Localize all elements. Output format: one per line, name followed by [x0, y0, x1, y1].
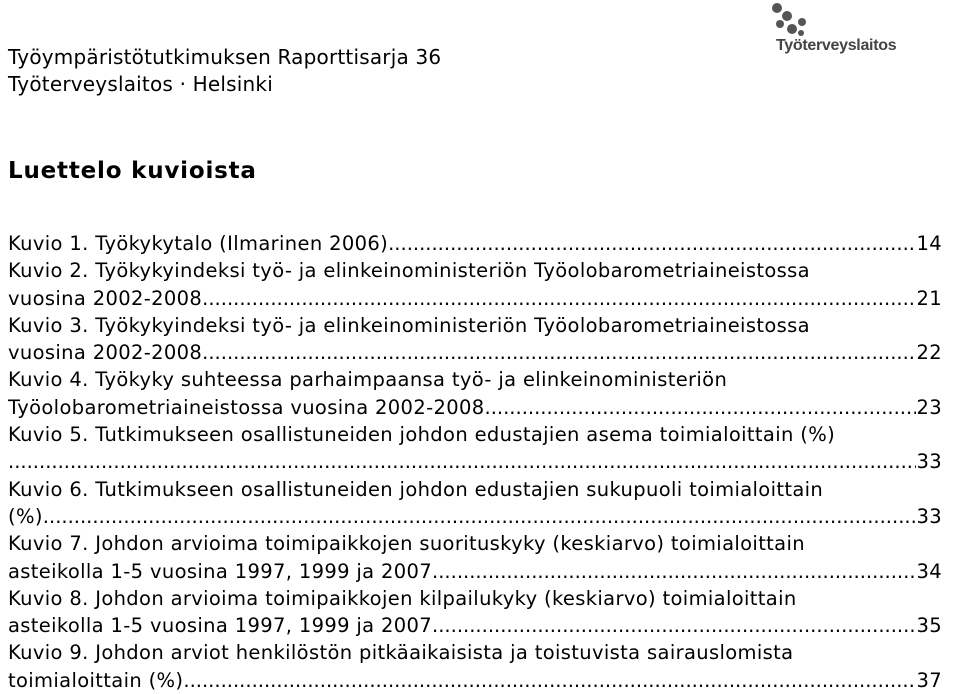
- figure-entry-leader-line: [8, 285, 942, 312]
- figure-entry-leader-line: [8, 558, 942, 585]
- figure-entry-text: toimialoittain (%): [8, 668, 184, 692]
- figure-entry-title: Kuvio 3. Työkykyindeksi työ- ja elinkeinoministeriön Työolobarometriaineistossa: [8, 313, 810, 337]
- figure-entry-leader-line: [8, 448, 942, 475]
- figure-entry-text: Työolobarometriaineistossa vuosina 2002-2008: [8, 395, 485, 419]
- page-number: 37: [916, 668, 942, 692]
- figure-entry-title: Kuvio 4. Työkyky suhteessa parhaimpaansa työ- ja elinkeinoministeriön: [8, 368, 728, 392]
- figure-entry: [8, 421, 942, 476]
- logo-mark-icon: [768, 2, 828, 38]
- figure-entry: [8, 366, 942, 421]
- figure-entry-leader-line: [8, 612, 942, 639]
- figure-entry-title: Kuvio 8. Johdon arvioima toimipaikkojen kilpailukyky (keskiarvo) toimialoittain: [8, 586, 797, 610]
- page-number: 14: [916, 232, 942, 255]
- dot-leader: [202, 285, 916, 312]
- dot-leader: [8, 448, 916, 475]
- figure-entry: [8, 476, 942, 531]
- figure-entry-title: Kuvio 7. Johdon arvioima toimipaikkojen suorituskyky (keskiarvo) toimialoittain: [8, 532, 805, 556]
- figure-entry-text: Kuvio 1. Työkykytalo (Ilmarinen 2006): [8, 232, 389, 255]
- figure-entry-leader-line: [8, 394, 942, 421]
- logo-wordmark: Työterveyslaitos: [776, 37, 897, 54]
- figure-entry-leader-line: [8, 230, 942, 257]
- figure-list: [8, 230, 942, 694]
- figure-entry-title: Kuvio 6. Tutkimukseen osallistuneiden johdon edustajien sukupuoli toimialoittain: [8, 477, 824, 501]
- figure-entry-title: Kuvio 2. Työkykyindeksi työ- ja elinkeinoministeriön Työolobarometriaineistossa: [8, 259, 810, 283]
- figure-entry: [8, 257, 942, 312]
- page-number: 21: [916, 286, 942, 310]
- figure-entry-text: asteikolla 1-5 vuosina 1997, 1999 ja 2007: [8, 614, 433, 638]
- figure-entry-text: vuosina 2002-2008: [8, 341, 203, 365]
- page-number: 22: [916, 341, 942, 365]
- figure-entry: [8, 312, 942, 367]
- figure-entry: [8, 585, 942, 640]
- page-number: 35: [916, 614, 942, 638]
- page-number: 33: [916, 450, 942, 474]
- dot-leader: [432, 612, 916, 639]
- figure-entry-title: Kuvio 9. Johdon arviot henkilöstön pitkäaikaisista ja toistuvista sairauslomista: [8, 641, 794, 665]
- figure-entry-text: vuosina 2002-2008: [8, 286, 203, 310]
- dot-leader: [202, 339, 916, 366]
- figure-entry: [8, 639, 942, 694]
- dot-leader: [43, 503, 917, 530]
- figure-entry-leader-line: [8, 503, 942, 530]
- page-title: Luettelo kuvioista: [8, 158, 257, 184]
- dot-leader: [388, 230, 916, 257]
- page-number: 23: [916, 395, 942, 419]
- figure-entry-leader-line: [8, 339, 942, 366]
- page-number: 33: [916, 504, 942, 528]
- series-line: Työympäristötutkimuksen Raporttisarja 36: [8, 45, 442, 69]
- figure-entry-leader-line: [8, 667, 942, 694]
- page-number: 34: [916, 559, 942, 583]
- publisher-line: Työterveyslaitos · Helsinki: [8, 72, 273, 96]
- figure-entry: [8, 230, 942, 257]
- institute-logo: [768, 2, 958, 56]
- report-series-header: [8, 44, 441, 98]
- dot-leader: [183, 667, 916, 694]
- figure-entry-text: asteikolla 1-5 vuosina 1997, 1999 ja 2007: [8, 559, 433, 583]
- dot-leader: [485, 394, 917, 421]
- figure-entry: [8, 530, 942, 585]
- dot-leader: [432, 558, 916, 585]
- figure-entry-text: (%): [8, 504, 43, 528]
- figure-entry-title: Kuvio 5. Tutkimukseen osallistuneiden johdon edustajien asema toimialoittain (%): [8, 423, 836, 447]
